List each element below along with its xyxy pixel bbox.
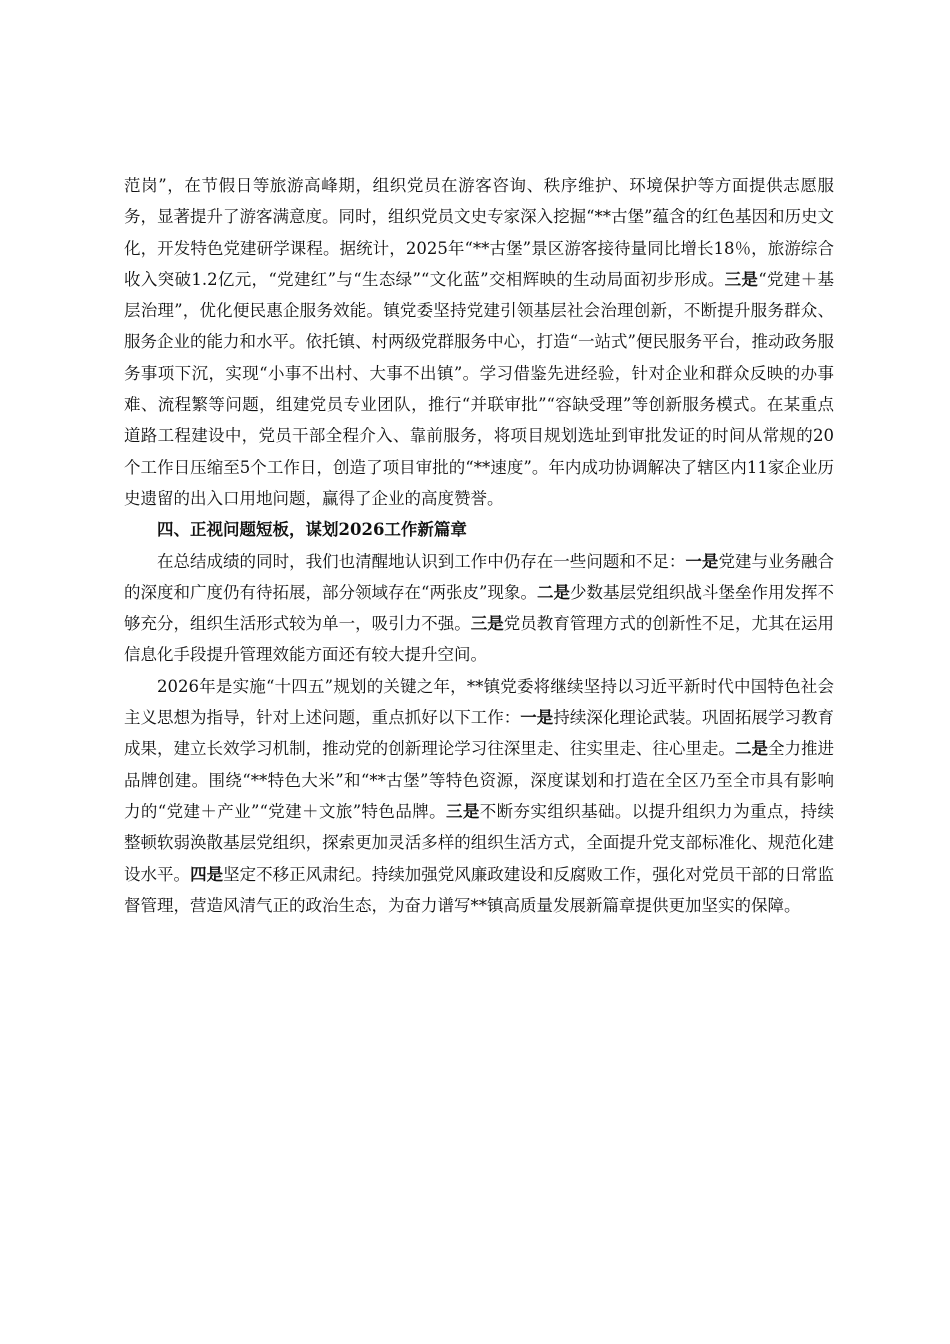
bold-lead-marker: 一是 [685, 551, 719, 571]
paragraph-text: 持续深化理论武装。巩固拓展学习教育成果，建立长效学习机制，推动党的创新理论学习往深里走、往实里走、往心里走。 [124, 708, 835, 759]
paragraph-text: 少数基层党组织战斗堡垒作用发挥不够充分，组织生活形式较为单一，吸引力不强。 [124, 582, 835, 634]
document-body [124, 170, 834, 921]
paragraph-text: 2026年是实施“十四五”规划的关键之年，**镇党委将继续坚持以习近平新时代中国特色社会主义思想为指导，针对上述问题，重点抓好以下工作： [124, 676, 834, 728]
bold-lead-marker: 三是 [445, 801, 480, 821]
section-heading-4: 四、正视问题短板，谋划2026工作新篇章 [157, 520, 467, 540]
bold-lead-marker: 三是 [470, 614, 504, 634]
bold-lead-marker: 四是 [190, 864, 224, 884]
bold-lead-marker: 二是 [734, 739, 768, 759]
paragraph-text: 范岗”，在节假日等旅游高峰期，组织党员在游客咨询、秩序维护、环境保护等方面提供志愿服务，显著提升了游客满意度。同时，组织党员文史专家深入挖掘“**古堡”蕴含的红色基因和历史文化，开发特色党建研学课程。据统计，2025年“**古堡”景区游客接待量同比增长18％，旅游综合收入突破1.2亿元，“党建红”与“生态绿”“文化蓝”交相辉映的生动局面初步形成。 [124, 176, 834, 289]
paragraph-text: 党员教育管理方式的创新性不足，尤其在运用信息化手段提升管理效能方面还有较大提升空间。 [124, 614, 835, 665]
paragraph-plans-2026 [124, 671, 834, 921]
bold-lead-marker: 三是 [724, 269, 759, 289]
paragraph-text: 坚定不移正风肃纪。持续加强党风廉政建设和反腐败工作，强化对党员干部的日常监督管理，营造风清气正的政治生态，为奋力谱写**镇高质量发展新篇章提供更加坚实的保障。 [124, 864, 835, 915]
bold-lead-marker: 二是 [536, 582, 570, 602]
paragraph-problems [124, 546, 834, 671]
paragraph-text: 党建与业务融合的深度和广度仍有待拓展，部分领域存在“两张皮”现象。 [124, 551, 835, 602]
paragraph-text: 不断夯实组织基础。以提升组织力为重点，持续整顿软弱涣散基层党组织，探索更加灵活多样的组织生活方式，全面提升党支部标准化、规范化建设水平。 [124, 801, 835, 884]
paragraph-party-building-governance [124, 170, 834, 514]
paragraph-text: 在总结成绩的同时，我们也清醒地认识到工作中仍存在一些问题和不足： [157, 551, 686, 571]
paragraph-text: 全力推进品牌创建。围绕“**特色大米”和“**古堡”等特色资源，深度谋划和打造在全区乃至全市具有影响力的“党建＋产业”“党建＋文旅”特色品牌。 [124, 739, 835, 821]
paragraph-text: “党建＋基层治理”，优化便民惠企服务效能。镇党委坚持党建引领基层社会治理创新，不断提升服务群众、服务企业的能力和水平。依托镇、村两级党群服务中心，打造“一站式”便民服务平台，推动政务服务事项下沉，实现“小事不出村、大事不出镇”。学习借鉴先进经验，针对企业和群众反映的办事难、流程繁等问题，组建党员专业团队，推行“并联审批”“容缺受理”等创新服务模式。在某重点道路工程建设中，党员干部全程介入、靠前服务，将项目规划选址到审批发证的时间从常规的20个工作日压缩至5个工作日，创造了项目审批的“**速度”。年内成功协调解决了辖区内11家企业历史遗留的出入口用地问题，赢得了企业的高度赞誉。 [124, 269, 835, 508]
bold-lead-marker: 一是 [520, 708, 554, 728]
